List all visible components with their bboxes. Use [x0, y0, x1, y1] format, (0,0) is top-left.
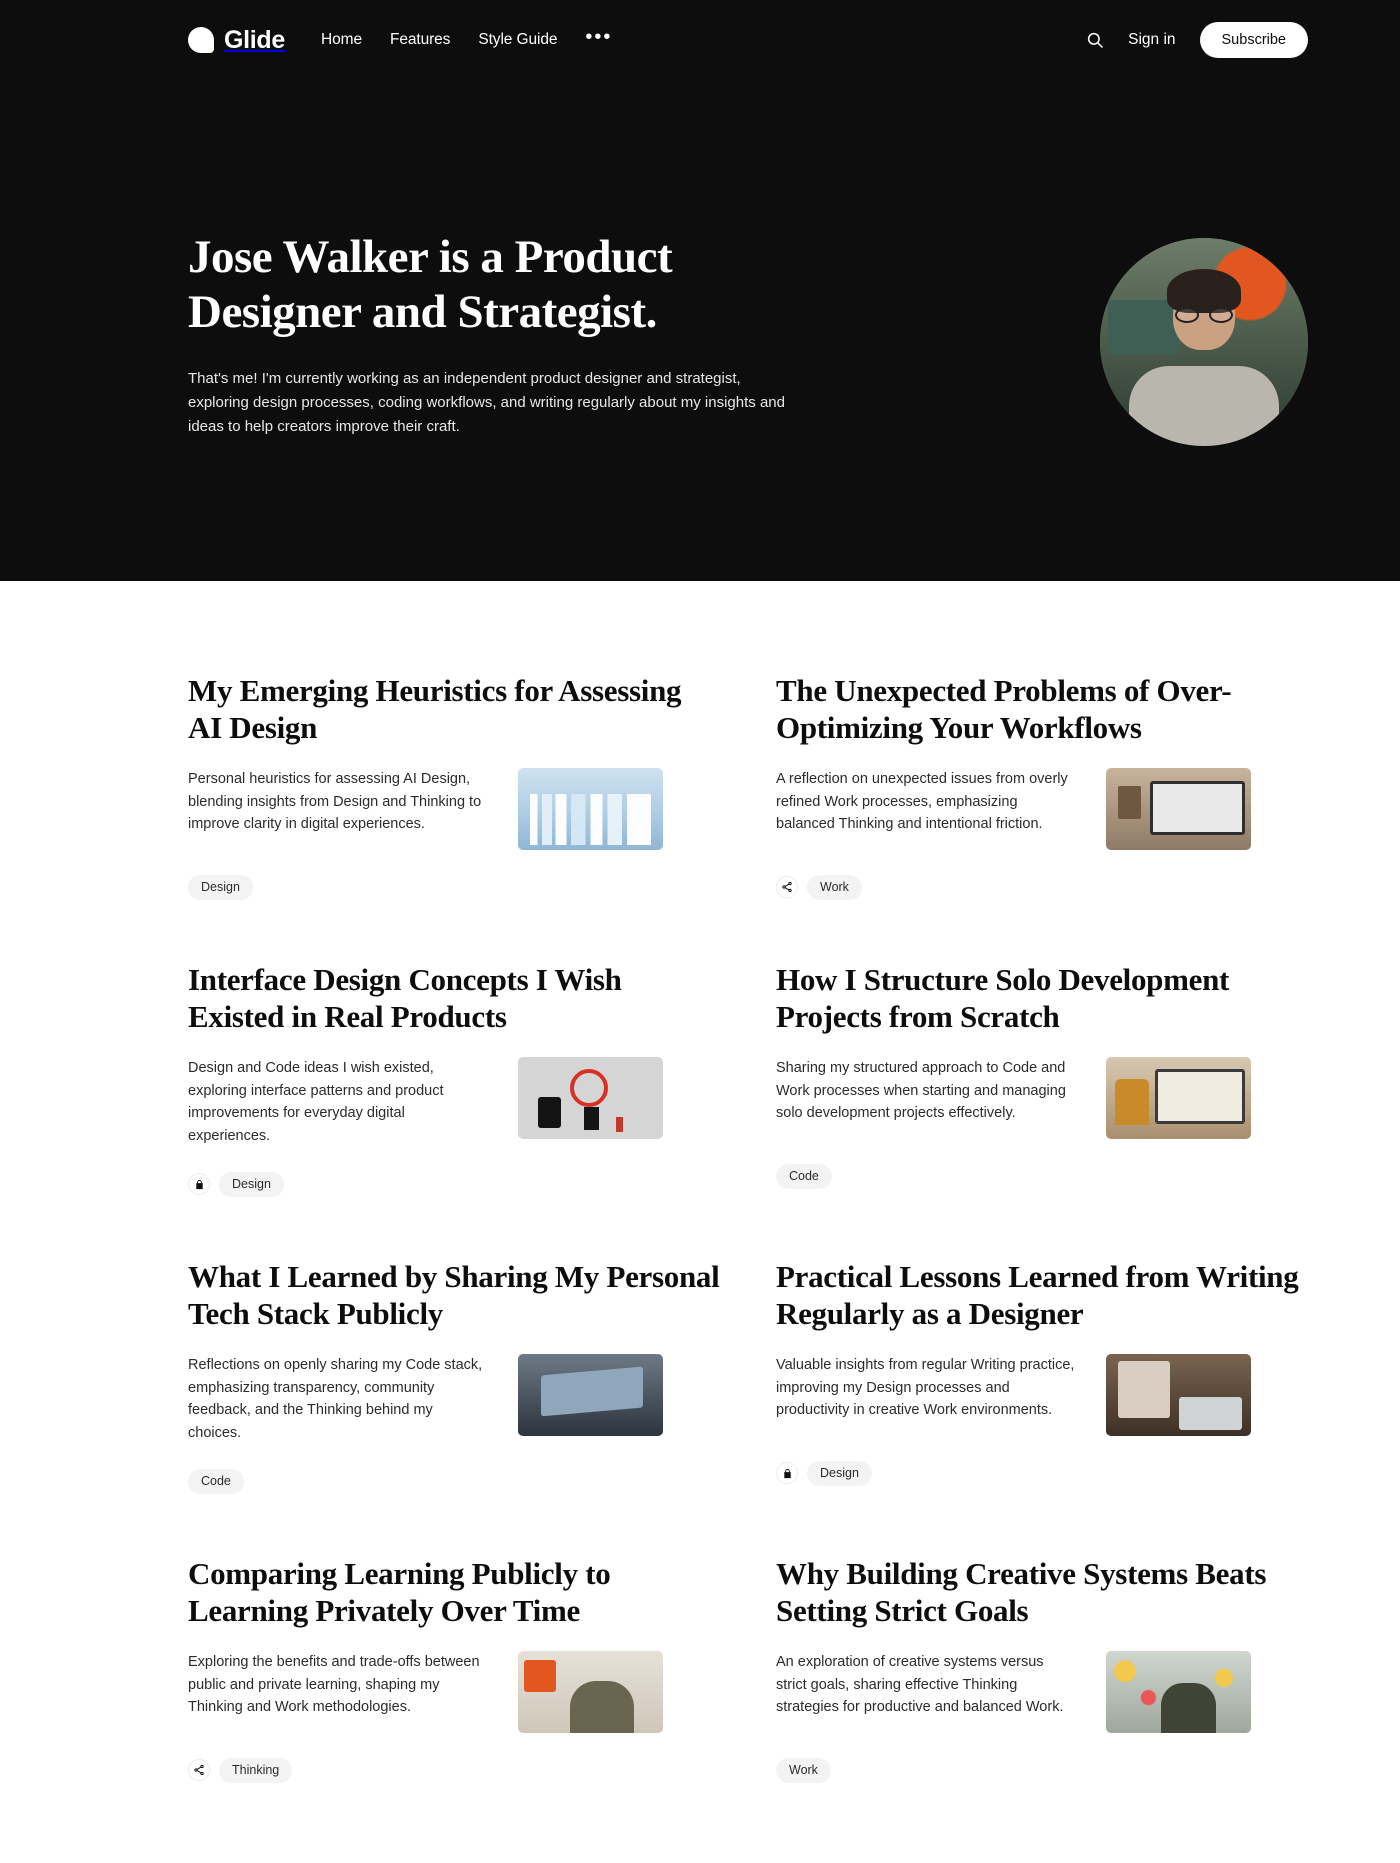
article-tag[interactable]: Design [188, 875, 253, 900]
article-meta [188, 1171, 720, 1197]
article-excerpt: Valuable insights from regular Writing practice, improving my Design processes and productivity in creative Work environments. [776, 1357, 1075, 1419]
article-title: Comparing Learning Publicly to Learning Privately Over Time [188, 1556, 611, 1628]
hero-text [188, 230, 828, 439]
article-excerpt: Sharing my structured approach to Code and Work processes when starting and managing solo development projects effectively. [776, 1060, 1066, 1122]
article-meta [188, 874, 720, 900]
article-excerpt: A reflection on unexpected issues from overly refined Work processes, emphasizing balanced Thinking and intentional friction. [776, 771, 1068, 833]
article-excerpt: An exploration of creative systems versus strict goals, sharing effective Thinking strategies for productive and balanced Work. [776, 1654, 1064, 1716]
article-body [188, 1057, 720, 1147]
article-title: Why Building Creative Systems Beats Setting Strict Goals [776, 1556, 1267, 1628]
article-card-5[interactable] [188, 1259, 720, 1494]
article-thumbnail-still-life-objects[interactable] [518, 1057, 663, 1139]
article-card-2[interactable] [776, 673, 1308, 900]
sign-in-link[interactable]: Sign in [1128, 31, 1176, 48]
articles-section [0, 581, 1400, 1863]
article-title: What I Learned by Sharing My Personal Tech Stack Publicly [188, 1259, 720, 1331]
nav-item-features[interactable]: Features [389, 31, 451, 48]
article-meta [188, 1468, 720, 1494]
article-body [776, 1354, 1308, 1436]
article-title: The Unexpected Problems of Over-Optimizing Your Workflows [776, 673, 1232, 745]
article-card-3[interactable] [188, 962, 720, 1197]
article-body [188, 768, 720, 850]
article-body [776, 1651, 1308, 1733]
article-card-8[interactable] [776, 1556, 1308, 1783]
article-body [188, 1651, 720, 1733]
article-excerpt: Exploring the benefits and trade-offs between public and private learning, shaping my Thinking and Work methodologies. [188, 1654, 480, 1716]
article-card-6[interactable] [776, 1259, 1308, 1494]
article-body [188, 1354, 720, 1444]
nav-item-home[interactable]: Home [321, 31, 362, 48]
article-tag[interactable]: Work [807, 875, 862, 900]
hero-body [0, 80, 1400, 581]
hero-section [0, 0, 1400, 581]
nav-actions [1086, 22, 1308, 58]
article-thumbnail-person-at-imac[interactable] [1106, 1057, 1251, 1139]
top-navigation [0, 0, 1400, 80]
page-title: Jose Walker is a Product Designer and Strategist. [188, 231, 673, 338]
article-thumbnail-person-in-studio[interactable] [518, 1651, 663, 1733]
article-title: Interface Design Concepts I Wish Existed in Real Products [188, 962, 622, 1034]
article-tag[interactable]: Thinking [219, 1758, 292, 1783]
article-thumbnail-sticky-notes-wall[interactable] [1106, 1651, 1251, 1733]
article-tag[interactable]: Design [219, 1172, 284, 1197]
brand-name: Glide [224, 25, 286, 54]
article-tag[interactable]: Code [188, 1469, 244, 1494]
article-body [776, 768, 1308, 850]
share-icon [776, 876, 798, 898]
article-title: How I Structure Solo Development Projects from Scratch [776, 962, 1230, 1034]
article-tag[interactable]: Code [776, 1164, 832, 1189]
avatar [1100, 238, 1308, 446]
article-excerpt: Personal heuristics for assessing AI Design, blending insights from Design and Thinking to improve clarity in digital experiences. [188, 771, 482, 833]
lock-icon [188, 1173, 210, 1195]
article-excerpt: Design and Code ideas I wish existed, exploring interface patterns and product improvements for everyday digital experiences. [188, 1060, 444, 1144]
article-meta [776, 1163, 1308, 1189]
nav-links [321, 26, 613, 49]
article-thumbnail-ai-city-illustration[interactable] [518, 768, 663, 850]
article-meta [188, 1757, 720, 1783]
more-menu-icon[interactable]: ••• [585, 26, 613, 48]
brand-logo-link[interactable] [188, 26, 285, 55]
article-excerpt: Reflections on openly sharing my Code stack, emphasizing transparency, community feedback, and the Thinking behind my choices. [188, 1357, 483, 1441]
article-card-1[interactable] [188, 673, 720, 900]
article-meta [776, 874, 1308, 900]
article-title: My Emerging Heuristics for Assessing AI Design [188, 673, 682, 745]
nav-item-style-guide[interactable]: Style Guide [478, 31, 558, 48]
share-icon [188, 1759, 210, 1781]
hero-description: That's me! I'm currently working as an independent product designer and strategist, exploring design processes, coding workflows, and writing regularly about my insights and ideas to help creators improve their craft. [188, 370, 785, 436]
lock-icon [776, 1462, 798, 1484]
article-card-7[interactable] [188, 1556, 720, 1783]
article-title: Practical Lessons Learned from Writing Regularly as a Designer [776, 1259, 1299, 1331]
article-meta [776, 1757, 1308, 1783]
search-icon[interactable] [1086, 31, 1104, 49]
glide-logo-icon [188, 27, 214, 53]
article-card-4[interactable] [776, 962, 1308, 1197]
article-tag[interactable]: Work [776, 1758, 831, 1783]
article-thumbnail-hands-on-laptop[interactable] [518, 1354, 663, 1436]
article-thumbnail-writing-at-desk[interactable] [1106, 1354, 1251, 1436]
articles-grid [188, 673, 1308, 1783]
subscribe-button[interactable]: Subscribe [1200, 22, 1308, 58]
article-tag[interactable]: Design [807, 1461, 872, 1486]
article-thumbnail-desk-with-monitor[interactable] [1106, 768, 1251, 850]
article-body [776, 1057, 1308, 1139]
article-meta [776, 1460, 1308, 1486]
